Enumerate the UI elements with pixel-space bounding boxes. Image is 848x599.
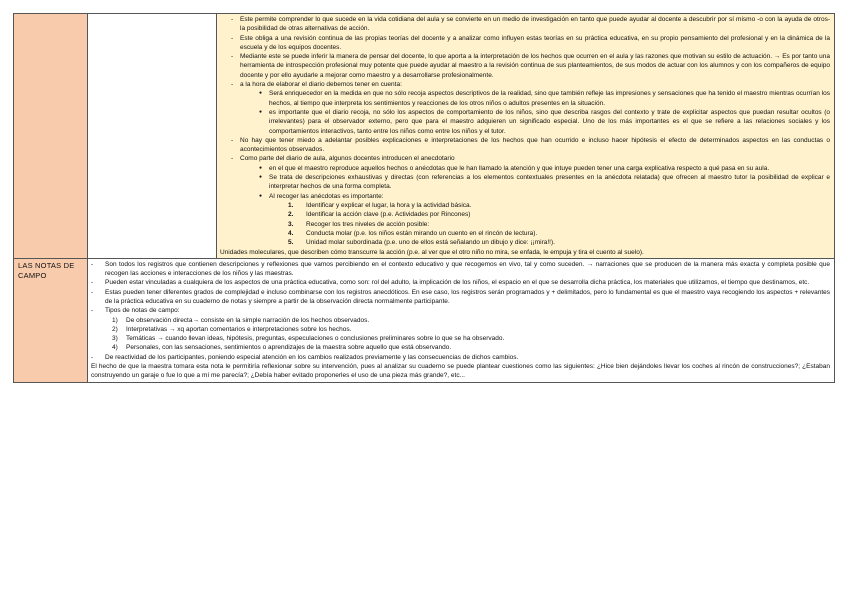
list-item: - Tipos de notas de campo:	[88, 306, 830, 315]
numbered-item: 5. Unidad molar subordinada (p.e. uno de ellos está señalando un dibujo y dice: ¡¡mira!!).	[288, 239, 555, 247]
numbered-item: 1. Identificar y explicar el lugar, la hora y la actividad básica.	[288, 201, 472, 209]
list-item: - Estas pueden tener diferentes grados de complejidad e incluso combinarse con los registros anecdóticos. En ese caso, los registros serán programados y + delimitados, pero lo fundamental es que el maestro vaya recogiendo los aspectos + relevantes de la práctica educativa en su cuaderno de notas y siempre a partir de la observación directa normalmente participante.	[88, 288, 830, 307]
list-item: - No hay que tener miedo a adelantar posibles explicaciones e interpretaciones de los hechos que han ocurrido e incluso hacer hipótesis el efecto de determinados aspectos en las conductas o acontecimientos observados.	[231, 136, 830, 155]
tipo-item: 1) De observación directa→ consiste en la simple narración de los hechos observados.	[112, 316, 370, 324]
list-item: - a la hora de elaborar el diario debemos tener en cuenta:	[231, 80, 830, 89]
list-item: - Este obliga a una revisión continua de las propias teorías del docente y a analizar como influyen estas teorías en su práctica educativa, en su propio pensamiento del profesional y en la dinámica de la escuela y de los equipos docentes.	[231, 34, 830, 53]
table-row-diario	[14, 14, 835, 259]
tipo-item: 2) Interpretativas → xq aportan comentarios e interpretaciones sobre los hechos.	[112, 325, 352, 333]
empty-cell	[88, 14, 217, 259]
numbered-item: 4. Conducta molar (p.e. los niños están mirando un cuento en el rincón de lectura).	[288, 229, 538, 237]
notes-table	[13, 13, 835, 383]
row-label-notas-de-campo: LAS NOTAS DE CAMPO	[18, 260, 75, 280]
bullet-item: ● Al recoger las anécdotas es importante:	[231, 192, 830, 201]
row-label	[14, 14, 87, 18]
numbered-item: 3. Recoger los tres niveles de acción posible:	[288, 220, 430, 228]
closing-line: Unidades moleculares, que describen cómo transcurre la acción (p.e. al ver que el otro niño no mira, se enfada, le empuja y tira el cuento al suelo).	[220, 249, 644, 257]
tipo-item: 3) Temáticas → cuando llevan ideas, hipótesis, preguntas, especulaciones o conclusiones preliminares sobre lo que se ha observado.	[112, 335, 505, 343]
tipo-item: 4) Personales, con las sensaciones, sentimientos o aprendizajes de la maestra sobre aquello que está observando.	[112, 344, 452, 352]
list-item: - Son todos los registros que contienen descripciones y reflexiones que vamos percibiendo en el contexto educativo y que recogemos en vivo, tal y como suceden. → narraciones que se producen de la manera más exacta y completa posible que recogen las acciones e interacciones de los niños y las maestras.	[88, 260, 830, 279]
table-row-notas-de-campo	[14, 258, 835, 382]
list-item: - Este permite comprender lo que sucede en la vida cotidiana del aula y se convierte en un medio de investigación en tanto que puede ayudar al docente a descubrir por sí mismo -o con la ayuda de otros- la posibilidad de otras alternativas de acción.	[231, 15, 830, 34]
row-label-cell	[14, 14, 88, 259]
bullet-item: ● Será enriquecedor en la medida en que no sólo recoja aspectos descriptivos de la realidad, sino que también refleje las impresiones y sensaciones que ha tenido el maestro mientras ocurrían los hechos, al tiempo que interpreta los sentimientos y reacciones de los otros niños o adultos presentes en la situación.	[231, 89, 830, 108]
list-item: - Pueden estar vinculadas a cualquiera de los aspectos de una práctica educativa, como son: rol del adulto, la implicación de los niños, el espacio en el que se desarrolla dicha práctica, los materiales que utilizamos, el tiempo que destinamos, etc.	[88, 278, 830, 287]
bullet-item: ● en el que el maestro reproduce aquellos hechos o anécdotas que le han llamado la atención y que intuye pueden tener una carga explicativa respecto a qué pasa en su aula.	[231, 164, 830, 173]
list-item: - Como parte del diario de aula, algunos docentes introducen el anecdotario	[231, 154, 830, 163]
numbered-item: 2. Identificar la acción clave (p.e. Actividades por Rincones)	[288, 211, 471, 219]
row-label-cell	[14, 258, 88, 382]
bullet-item: ● Se trata de descripciones exhaustivas y directas (con referencias a los elementos contextuales presentes en la anécdota relatada) que ofrecen al maestro tutor la posibilidad de explicar e interpretar hechos de una forma completa.	[231, 173, 830, 192]
diario-content-cell	[217, 14, 835, 259]
closing-paragraph: El hecho de que la maestra tomara esta nota le permitiría reflexionar sobre su intervención, pues al analizar su cuaderno se puede plantear cuestiones como las siguientes: ¿Hice bien dejándoles llevar los coches al rincón de construcciones?; ¿Estaban construyendo un garaje o fue lo que a mí me parecía?; ¿Debía haber evitado proponerles el uso de una pieza más grande?, etc...	[91, 362, 830, 380]
notas-content-cell	[88, 258, 835, 382]
bullet-item: ● es importante que el diario recoja, no sólo los aspectos de comportamiento de los niños, sino que describa rasgos del contexto y trate de explicitar aspectos que puedan resultar ocultos (o irrelevantes) para el observador externo, pero que para el maestro adquieren un significado especial. Uno de los más importantes es el que se refiere a las relaciones sociales y los comportamientos interactivos, tanto entre los niños como entre los niños y el tutor.	[231, 108, 830, 136]
list-item: - De reactividad de los participantes, poniendo especial atención en los cambios realizados previamente y las consecuencias de dichos cambios.	[88, 353, 830, 362]
list-item: - Mediante este se puede inferir la manera de pensar del docente, lo que aporta a la interpretación de los hechos que ocurren en el aula y las razones que motivan su estilo de actuación. → Es por tanto una herramienta de introspección profesional muy potente que puede ayudar al maestro a la revisión continua de sus planteamientos, de sus modos de actuar con los alumnos y con los compañeros de equipo docente y por ello ayudarle a mejorar como maestro y a desarrollarse profesionalmente.	[231, 52, 830, 80]
